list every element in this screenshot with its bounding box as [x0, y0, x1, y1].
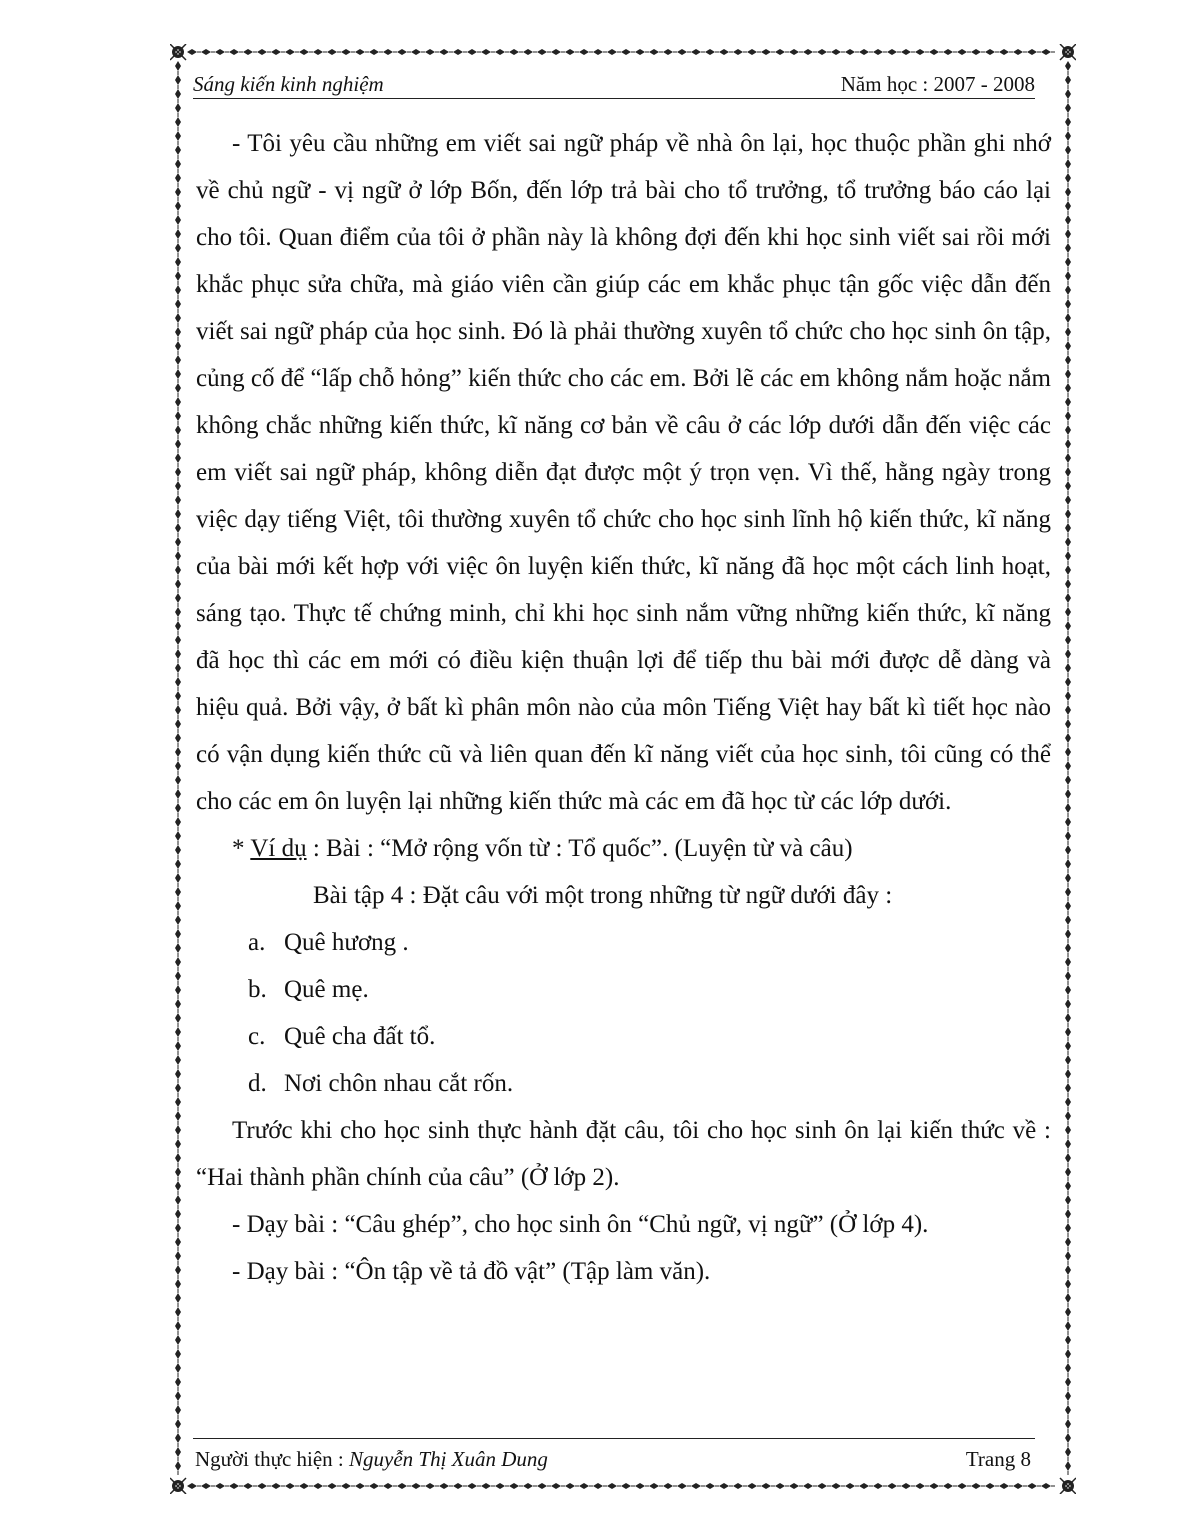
exercise-line: Bài tập 4 : Đặt câu với một trong những từ ngữ dưới đây :	[313, 882, 893, 909]
header-school-year: Năm học : 2007 - 2008	[840, 72, 1035, 96]
list-item-text: Quê mẹ.	[284, 976, 369, 1003]
document-body	[196, 120, 1051, 1295]
teaching-line-1: - Dạy bài : “Câu ghép”, cho học sinh ôn “Chủ ngữ, vị ngữ” (Ở lớp 4).	[232, 1211, 929, 1238]
list-marker: c.	[248, 1023, 266, 1050]
paragraph-1: - Tôi yêu cầu những em viết sai ngữ pháp về nhà ôn lại, học thuộc phần ghi nhớ về chủ ngữ - vị ngữ ở lớp Bốn, đến lớp trả bài cho tổ trưởng, tổ trưởng báo cáo lại cho tôi. Quan điểm của tôi ở phần này là không đợi đến khi học sinh viết sai rồi mới khắc phục sửa chữa, mà giáo viên cần giúp các em khắc phục tận gốc việc dẫn đến viết sai ngữ pháp của học sinh. Đó là phải thường xuyên tổ chức cho học sinh ôn tập, củng cố để “lấp chỗ hỏng” kiến thức cho các em. Bởi lẽ các em không nắm hoặc nắm không chắc những kiến thức, kĩ năng cơ bản về câu ở các lớp dưới dẫn đến việc các em viết sai ngữ pháp, không diễn đạt được một ý trọn vẹn. Vì thế, hằng ngày trong việc dạy tiếng Việt, tôi thường xuyên tổ chức cho học sinh lĩnh hộ kiến thức, kĩ năng của bài mới kết hợp với việc ôn luyện kiến thức, kĩ năng đã học một cách linh hoạt, sáng tạo. Thực tế chứng minh, chỉ khi học sinh nắm vững những kiến thức, kĩ năng đã học thì các em mới có điều kiện thuận lợi để tiếp thu bài mới được dễ dàng và hiệu quả. Bởi vậy, ở bất kì phân môn nào của môn Tiếng Việt hay bất kì tiết học nào có vận dụng kiến thức cũ và liên quan đến kĩ năng viết của học sinh, tôi cũng có thể cho các em ôn luyện lại những kiến thức mà các em đã học từ các lớp dưới.	[196, 130, 1051, 815]
list-item	[196, 1013, 1051, 1060]
author-name: Nguyễn Thị Xuân Dung	[349, 1447, 548, 1471]
list-marker: a.	[248, 929, 266, 956]
footer-author	[195, 1447, 548, 1472]
example-label: Ví dụ	[250, 835, 307, 862]
example-prefix: *	[232, 835, 251, 862]
example-line	[196, 825, 1051, 872]
list-item-text: Quê cha đất tổ.	[284, 1023, 436, 1050]
page-header	[193, 68, 1035, 99]
list-marker: d.	[248, 1070, 267, 1097]
page-footer	[193, 1438, 1035, 1477]
list-item-text: Quê hương .	[284, 929, 409, 956]
list-item	[196, 1060, 1051, 1107]
example-text: : Bài : “Mở rộng vốn từ : Tổ quốc”. (Luyện từ và câu)	[306, 835, 853, 862]
page-number: Trang 8	[965, 1447, 1031, 1471]
list-item	[196, 966, 1051, 1013]
header-title: Sáng kiến kinh nghiệm	[193, 72, 384, 96]
list-item	[196, 919, 1051, 966]
author-label: Người thực hiện :	[195, 1447, 350, 1471]
paragraph-2: Trước khi cho học sinh thực hành đặt câu, tôi cho học sinh ôn lại kiến thức về : “Hai thành phần chính của câu” (Ở lớp 2).	[196, 1117, 1051, 1191]
list-item-text: Nơi chôn nhau cắt rốn.	[284, 1070, 514, 1097]
teaching-line-2: - Dạy bài : “Ôn tập về tả đồ vật” (Tập làm văn).	[232, 1258, 711, 1285]
list-marker: b.	[248, 976, 267, 1003]
